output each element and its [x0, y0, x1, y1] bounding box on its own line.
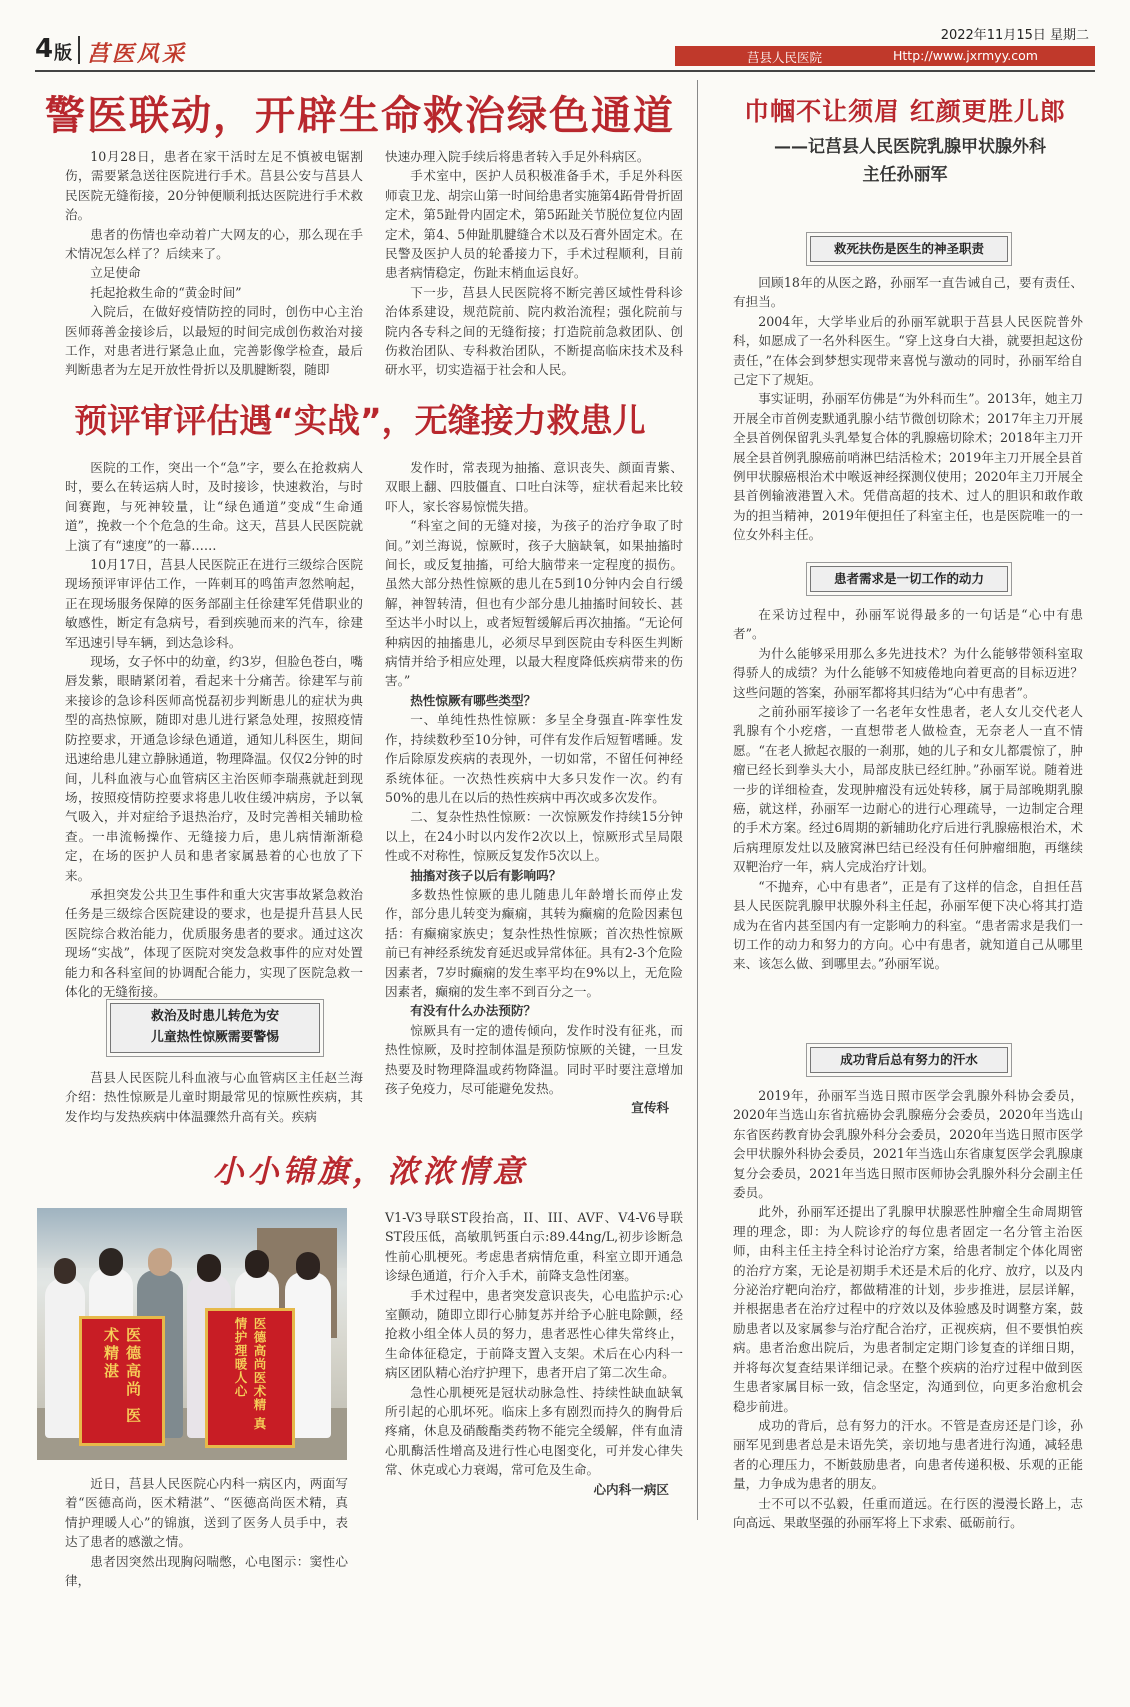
paragraph: 回顾18年的从医之路，孙丽军一直告诫自己，要有责任、有担当。 — [733, 275, 1083, 310]
page-suffix: 版 — [54, 43, 72, 64]
paragraph: 10月28日，患者在家干活时左足不慎被电锯割伤，需要紧急送往医院进行手术。莒县公安与莒县人民医院无缝衔接，20分钟便顺利抵达医院进行手术救治。 — [65, 149, 363, 223]
byline: 心内科一病区 — [593, 1481, 669, 1497]
paragraph: 下一步，莒县人民医院将不断完善区域性骨科诊治体系建设，规范院前、院内救治流程；强化院前与院内各专科之间的无缝衔接；打造院前急救团队、创伤救治团队、专科救治团队，不断提高临床技术及科研水平，切实造福于社会和人民。 — [385, 284, 683, 378]
banner-text: 医德高尚医术精 真情护理暖人心 — [233, 1317, 267, 1431]
subheading: 有没有什么办法预防？ — [410, 1003, 537, 1019]
silk-banner-right — [205, 1308, 295, 1448]
person-head — [148, 1248, 172, 1276]
article4-subtitle: ——记莒县人民医院乳腺甲状腺外科 — [774, 137, 1046, 157]
paragraph: 手术室中，医护人员积极准备手术，手足外科医师袁卫龙、胡宗山第一时间给患者实施第4跖骨骨折固定术，第5趾骨内固定术，第5跖趾关节脱位复位内固定术，第4、5伸趾肌腱缝合术以及石膏外固定术。在民警及医护人员的轮番接力下，手术过程顺利，目前患者病情稳定，伤趾末梢血运良好。 — [385, 168, 683, 281]
paragraph: 发作时，常表现为抽搐、意识丧失、颜面青紫、双眼上翻、四肢僵直、口吐白沫等，症状看起来比较吓人，家长容易惊慌失措。 — [385, 460, 683, 514]
paragraph: 此外，孙丽军还提出了乳腺甲状腺恶性肿瘤全生命周期管理的理念，即：为人院诊疗的每位患者固定一名分管主治医师，由科主任主持全科讨论治疗方案，给患者制定个体化周密的治疗方案，无论是初期手术还是术后的化疗、放疗，以及内分泌治疗靶向治疗，都做精准的计划，步步推进，层层详解，并根据患者在治疗过程中的疗效以及体验感及时调整方案，鼓励患者以及家属参与治疗配合治疗，正视疾病，但不要惧怕疾病。患者治愈出院后，为患者制定定期门诊复查的详细日期，并将每次复查结果详细记录。在整个疾病的治疗过程中做到医生患者家属目标一致，信念坚定，沟通到位，向更多治愈机会稳步前进。 — [733, 1204, 1083, 1414]
article4-sec1 — [733, 273, 1083, 545]
article2-col1-cont — [65, 1068, 363, 1126]
hospital-name: 莒县人民医院 — [747, 50, 823, 65]
paragraph: 在采访过程中，孙丽军说得最多的一句话是“心中有患者”。 — [733, 607, 1083, 642]
article2-col1 — [65, 458, 363, 1001]
subheading: 热性惊厥有哪些类型？ — [410, 692, 537, 708]
section-heading-box: 患者需求是一切工作的动力 — [810, 566, 1008, 592]
paragraph: 一、单纯性热性惊厥：多呈全身强直-阵挛性发作，持续数秒至10分钟，可伴有发作后短暂嗜睡。发作后除原发疾病的表现外，一切如常，不留任何神经系统体征。一次热性疾病中大多只发作一次。约有50%的患儿在以后的热性疾病中再次或多次发作。 — [385, 712, 683, 805]
article2-headline: 预评审评估遇“实战”，无缝接力救患儿 — [74, 401, 646, 440]
section-heading-box: 成功背后总有努力的汗水 — [810, 1047, 1008, 1073]
byline: 宣传科 — [631, 1100, 669, 1116]
section-name: 莒医风采 — [87, 42, 188, 67]
article3-col2 — [385, 1208, 683, 1499]
article1-headline: 警医联动，开辟生命救治绿色通道 — [45, 93, 675, 139]
subheading: 托起抢救生命的“黄金时间” — [90, 284, 242, 300]
paragraph: 多数热性惊厥的患儿随患儿年龄增长而停止发作，部分患儿转变为癫痫，其转为癫痫的危险因素包括：有癫痫家族史；复杂性热性惊厥；首次热性惊厥前已有神经系统发育延迟或异常体征。具有2-3个危险因素者，7岁时癫痫的发生率平均在9%以上，无危险因素者，癫痫的发生率不到百分之一。 — [385, 886, 683, 999]
article1-col2 — [385, 147, 683, 380]
paragraph: “科室之间的无缝对接，为孩子的治疗争取了时间。”刘兰海说，惊厥时，孩子大脑缺氧，如果抽搐时间长，或反复抽搐，可给大脑带来一定程度的损伤。虽然大部分热性惊厥的患儿在5到10分钟内会自行缓解，神智转清，但也有少部分患儿抽搐时间较长、甚至达半小时以上，或者短暂缓解后再次抽搐。“无论何种病因的抽搐患儿，必须尽早到医院由专科医生判断病情并给予相应处理，以最大程度降低疾病带来的伤害。” — [385, 518, 683, 689]
article2-col2 — [385, 458, 683, 1118]
page-number: 4 — [35, 34, 54, 64]
person-head — [296, 1252, 320, 1280]
issue-date: 2022年11月15日 星期二 — [940, 28, 1089, 43]
subheading: 立足使命 — [90, 265, 141, 281]
person-head — [245, 1250, 269, 1278]
banner-text: 医德高尚 医术精湛 — [102, 1327, 142, 1426]
silk-banner-left — [79, 1316, 165, 1446]
paragraph: 承担突发公共卫生事件和重大灾害事故紧急救治任务是三级综合医院建设的要求，也是提升莒县人民医院综合救治能力，优质服务患者的要求。通过这次现场“实战”，体现了医院对突发急救事件的应对处置能力和各科室间的协调配合能力，实现了医院急救一体化的无缝衔接。 — [65, 886, 363, 999]
person-head — [197, 1254, 221, 1282]
paragraph: 患者因突然出现胸闷喘憋，心电图示：窦性心律， — [65, 1553, 348, 1589]
paragraph: 快速办理入院手续后将患者转入手足外科病区。 — [385, 149, 650, 164]
article4-headline: 巾帼不让须眉 红颜更胜儿郎 — [744, 97, 1066, 126]
section-heading-box: 救死扶伤是医生的神圣职责 — [810, 236, 1008, 262]
subheading: 抽搐对孩子以后有影响吗？ — [410, 867, 562, 883]
masthead — [35, 24, 1095, 72]
paragraph: 莒县人民医院儿科血液与心血管病区主任赵兰海介绍：热性惊厥是儿童时期最常见的惊厥性疾病，其发作均与发热疾病中体温骤然升高有关。疾病 — [65, 1070, 363, 1124]
paragraph: 2004年，大学毕业后的孙丽军就职于莒县人民医院普外科，如愿成了一名外科医生。“穿上这身白大褂，就要担起这份责任，”在体会到梦想实现带来喜悦与激动的同时，孙丽军给自己定下了规矩。 — [733, 313, 1083, 388]
website-link[interactable]: Http://www.jxrmyy.com — [893, 48, 1038, 63]
person-head — [54, 1258, 76, 1284]
paragraph: V1-V3导联ST段抬高，II、III、AVF、V4-V6导联ST段压低，高敏肌钙蛋白示:89.44ng/L,初步诊断急性前心肌梗死。考虑患者病情危重，科室立即开通急诊绿色通道，行介入手术，前降支急性闭塞。 — [385, 1210, 683, 1284]
paragraph: 惊厥具有一定的遗传倾向，发作时没有征兆，而热性惊厥，及时控制体温是预防惊厥的关键，一旦发热要及时物理降温或药物降温。同时平时要注意增加孩子免疫力，尽可能避免发热。 — [385, 1022, 683, 1096]
paragraph: 为什么能够采用那么多先进技术？为什么能够带领科室取得骄人的成绩？为什么能够不知疲倦地向着更高的目标迈进？这些问题的答案，孙丽军都将其归结为“心中有患者”。 — [733, 645, 1083, 700]
boxed-heading-line: 儿童热性惊厥需要警惕 — [151, 1030, 279, 1045]
paragraph: “不抛弃，心中有患者”，正是有了这样的信念，自担任莒县人民医院乳腺甲状腺外科主任起，孙丽军便下决心将其打造成为在省内甚至国内有一定影响力的科室。“患者需求是我们一切工作的动力和努力的方向。心中有患者，就知道自己从哪里来、该怎么做、到哪里去。”孙丽军说。 — [733, 878, 1083, 972]
column-divider — [697, 80, 698, 1520]
paragraph: 近日，莒县人民医院心内科一病区内，两面写着“医德高尚，医术精湛”、“医德高尚医术精，真情护理暖人心”的锦旗，送到了医务人员手中，表达了患者的感激之情。 — [65, 1476, 348, 1550]
article4-sec3 — [733, 1086, 1083, 1532]
masthead-divider — [78, 36, 80, 64]
paragraph: 成功的背后，总有努力的汗水。不管是查房还是门诊，孙丽军见到患者总是未语先笑，亲切地与患者进行沟通，减轻患者的心理压力，不断鼓励患者，向患者传递积极、乐观的正能量，力争成为患者的朋友。 — [733, 1417, 1083, 1492]
paragraph: 二、复杂性热性惊厥：一次惊厥发作持续15分钟以上，在24小时以内发作2次以上，惊厥形式呈局限性或不对称性，惊厥反复发作5次以上。 — [385, 809, 683, 864]
person-head — [99, 1248, 123, 1276]
masthead-rule — [35, 70, 1095, 72]
paragraph: 10月17日，莒县人民医院正在进行三级综合医院现场预评审评估工作，一阵刺耳的鸣笛声忽然响起，正在现场服务保障的医务部副主任徐建军凭借职业的敏感性，断定有急病号，看到疾驰而来的汽车，徐建军迅速引导车辆，到达急诊科。 — [65, 557, 363, 650]
paragraph: 现场，女子怀中的幼童，约3岁，但脸色苍白，嘴唇发紫，眼睛紧闭着，看起来十分痛苦。徐建军与前来接诊的急诊科医师高悦磊初步判断患儿的症状为典型的高热惊厥，随即对患儿进行紧急处理，按照疫情防控要求，开通急诊绿色通道，通知儿科医生，期间迅速给患儿建立静脉通道，物理降温。仅仅2分钟的时间，儿科血液与心血管病区主治医师李瑞燕就赶到现场，按照疫情防控要求将患儿收住缓冲病房，予以氧气吸入，并对症给予退热治疗，及时完善相关辅助检查。一串流畅操作、无缝接力后，患儿病情渐渐稳定，在场的医护人员和患者家属悬着的心也放了下来。 — [65, 654, 363, 883]
paragraph: 急性心肌梗死是冠状动脉急性、持续性缺血缺氧所引起的心肌坏死。临床上多有剧烈而持久的胸骨后疼痛，休息及硝酸酯类药物不能完全缓解，伴有血清心肌酶活性增高及进行性心电图变化，可并发心律失常、休克或心力衰竭，常可危及生命。 — [385, 1384, 683, 1478]
article1-col1 — [65, 147, 363, 380]
article4-sec2 — [733, 605, 1083, 974]
paragraph: 之前孙丽军接诊了一名老年女性患者，老人女儿交代老人乳腺有个小疙瘩，一直想带老人做检查，无奈老人一直不情愿。“在老人掀起衣服的一刹那，她的儿子和女儿都震惊了，肿瘤已经长到拳头大小，局部皮肤已经红肿。”孙丽军说。随着进一步的详细检查，发现肿瘤没有远处转移，属于局部晚期乳腺癌，就这样，孙丽军一边耐心的进行心理疏导，一边制定合理的手术方案。经过6周期的新辅助化疗后进行乳腺癌根治术，术后病理原发灶以及腋窝淋巴结已经没有任何肿瘤细胞，再继续双靶治疗一年，病人完成治疗计划。 — [733, 704, 1083, 875]
award-photo — [37, 1208, 347, 1460]
paragraph: 患者的伤情也牵动着广大网友的心，那么现在手术情况怎么样了？后续来了。 — [65, 226, 363, 262]
paragraph: 手术过程中，患者突发意识丧失，心电监护示:心室颤动，随即立即行心肺复苏并给予心脏电除颤，经抢救小组全体人员的努力，患者恶性心律失常终止，生命体征稳定，于前降支置入支架。术后在心内科一病区团队精心治疗护理下，患者开启了第二次生命。 — [385, 1287, 683, 1381]
article3-headline: 小小锦旗，浓浓情意 — [212, 1154, 528, 1190]
boxed-heading-line: 救治及时患儿转危为安 — [151, 1009, 279, 1024]
paragraph: 事实证明，孙丽军仿佛是“为外科而生”。2013年，她主刀开展全市首例麦默通乳腺小结节微创切除术；2017年主刀开展全县首例保留乳头乳晕复合体的乳腺癌切除术；2018年主刀开展全县首例乳腺癌前哨淋巴结活检术；2019年主刀开展全县首例甲状腺癌根治术中喉返神经探测仪使用；2020年主刀开展全县首例输液港置入术。凭借高超的技术、过人的胆识和敢作敢为的担当精神，2019年便担任了科室主任，也是医院唯一的一位女外科主任。 — [733, 391, 1083, 543]
paragraph: 士不可以不弘毅，任重而道远。在行医的漫漫长路上，志向高远、果敢坚强的孙丽军将上下求索、砥砺前行。 — [733, 1495, 1083, 1530]
boxed-heading — [110, 1003, 320, 1053]
masthead-bar — [675, 46, 1095, 66]
paragraph: 入院后，在做好疫情防控的同时，创伤中心主治医师蒋善金接诊后，以最短的时间完成创伤救治对接工作，对患者进行紧急止血，完善影像学检查，最后判断患者为左足开放性骨折以及肌腱断裂，随即 — [65, 304, 363, 378]
article3-col1 — [65, 1474, 348, 1590]
paragraph: 医院的工作，突出一个“急”字，要么在抢救病人时，要么在转运病人时，及时接诊，快速救治，与时间赛跑，与死神较量，让“绿色通道”变成“生命通道”，挽救一个个危急的生命。这天，莒县人民医院就上演了有“速度”的一幕…… — [65, 460, 363, 553]
article4-subtitle-name: 主任孙丽军 — [862, 165, 948, 185]
paragraph: 2019年，孙丽军当选日照市医学会乳腺外科协会委员，2020年当选山东省抗癌协会乳腺癌分会委员，2020年当选山东省医药教育协会乳腺外科分会委员，2020年当选日照市医学会甲状腺外科协会委员，2021年当选山东省康复医学会乳腺康复分会委员，2021年当选日照市医师协会乳腺外科分会副主任委员。 — [733, 1088, 1083, 1201]
